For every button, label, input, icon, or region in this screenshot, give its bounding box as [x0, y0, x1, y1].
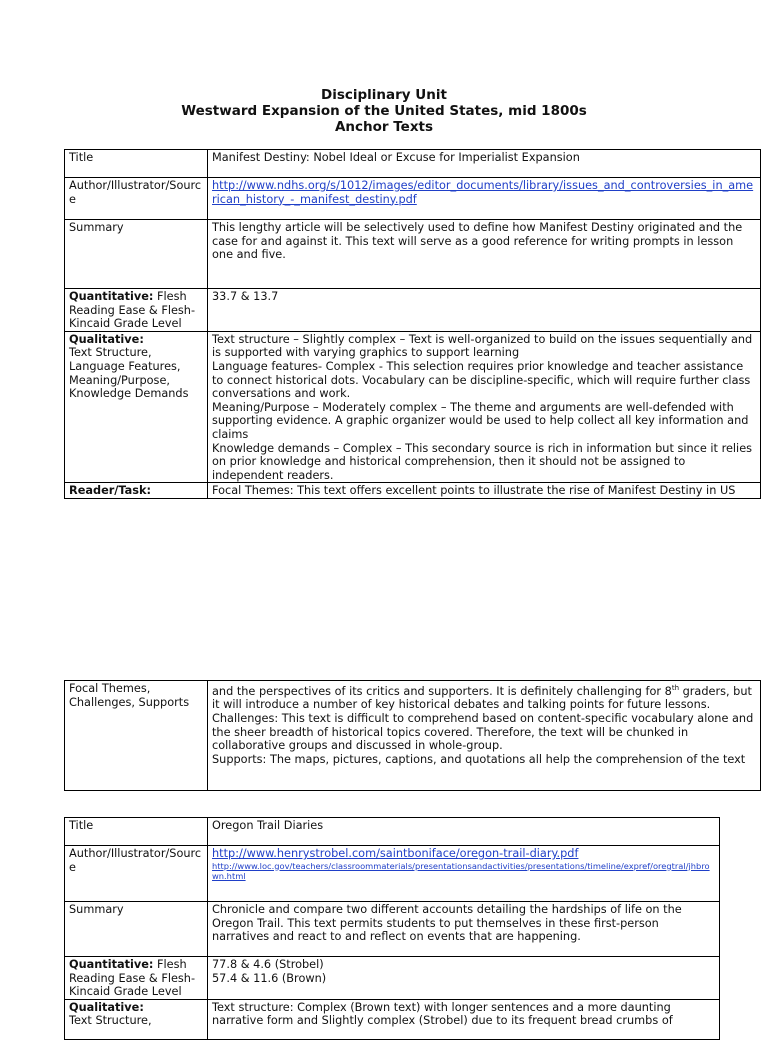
author-label: Author/Illustrator/Source — [65, 846, 208, 902]
quantitative-value — [208, 957, 720, 1000]
qualitative-value: Text structure: Complex (Brown text) with longer sentences and a more daunting narrative form and Slightly complex (Strobel) due to its frequent bread crumbs of — [208, 999, 720, 1039]
source-link-strobel[interactable]: http://www.henrystrobel.com/saintboniface/oregon-trail-diary.pdf — [212, 847, 579, 860]
author-value — [208, 846, 720, 902]
title-value: Manifest Destiny: Nobel Ideal or Excuse for Imperialist Expansion — [208, 150, 761, 178]
quantitative-heading: Quantitative: — [69, 958, 154, 971]
qualitative-knowledge: Knowledge demands – Complex – This secondary source is rich in information but since it relies on prior knowledge and historical comprehension, then it should not be assigned to independent readers. — [212, 441, 753, 482]
table-row — [65, 150, 761, 178]
table-row — [65, 331, 761, 483]
qualitative-value — [208, 331, 761, 483]
reader-task-value: Focal Themes: This text offers excellent points to illustrate the rise of Manifest Destiny in US — [208, 483, 761, 499]
focal-themes-text-a: and the perspectives of its critics and supporters. It is definitely challenging for 8 — [212, 684, 672, 698]
focal-themes-paragraph — [212, 682, 757, 712]
quantitative-subheading: Flesh Reading Ease & Flesh-Kincaid Grade Level — [69, 958, 196, 999]
quantitative-value-strobel: 77.8 & 4.6 (Strobel) — [212, 958, 324, 971]
author-label: Author/Illustrator/Source — [65, 178, 208, 220]
summary-label: Summary — [65, 220, 208, 289]
qualitative-language: Language features- Complex - This selection requires prior knowledge and teacher assistance to connect historical dots. Vocabulary can be discipline-specific, which will require further class conversations and work. — [212, 359, 751, 401]
table-row — [65, 999, 720, 1039]
quantitative-label — [65, 957, 208, 1000]
table-row — [65, 818, 720, 846]
anchor-text-table-2 — [64, 817, 720, 1040]
title-label: Title — [65, 818, 208, 846]
quantitative-value-brown: 57.4 & 11.6 (Brown) — [212, 971, 327, 985]
source-link-brown[interactable]: http://www.loc.gov/teachers/classroommaterials/presentationsandactivities/presentations/timeline/expref/oregtral/jhbrown.html — [212, 860, 710, 881]
challenges-text: Challenges: This text is difficult to comprehend based on content-specific vocabulary alone and the sheer breadth of historical topics covered. Therefore, the text will be chunked in collaborative groups and discussed in whole-group. — [212, 711, 754, 753]
focal-themes-value — [208, 681, 761, 791]
reader-task-label: Reader/Task: — [65, 483, 208, 499]
qualitative-heading: Qualitative: — [69, 332, 144, 346]
summary-value: This lengthy article will be selectively used to define how Manifest Destiny originated and the case for and against it. This text will serve as a good reference for writing prompts in lesson one and five. — [208, 220, 761, 289]
qualitative-subheading: Text Structure, Language Features, Meaning/Purpose, Knowledge Demands — [69, 346, 189, 401]
table-row — [65, 957, 720, 1000]
focal-themes-text-b: graders, but it will introduce a number of key historical debates and talking points for future lessons. — [212, 684, 752, 712]
table-row — [65, 902, 720, 957]
focal-themes-label: Focal Themes, Challenges, Supports — [65, 681, 208, 791]
quantitative-subheading: Flesh Reading Ease & Flesh-Kincaid Grade Level — [69, 290, 196, 331]
qualitative-subheading: Text Structure, — [69, 1014, 152, 1028]
table-row — [65, 220, 761, 289]
qualitative-structure: Text structure – Slightly complex – Text is well-organized to build on the issues sequentially and is supported with varying graphics to support learning — [212, 332, 753, 360]
focal-themes-superscript: th — [671, 684, 680, 692]
table-row — [65, 483, 761, 499]
author-value — [208, 178, 761, 220]
source-link[interactable]: http://www.ndhs.org/s/1012/images/editor_documents/library/issues_and_controversies_in_american_history_-_manifest_destiny.pdf — [212, 179, 754, 206]
qualitative-label — [65, 331, 208, 483]
anchor-text-table-1 — [64, 149, 761, 499]
summary-value: Chronicle and compare two different accounts detailing the hardships of life on the Oregon Trail. This text permits students to put themselves in these first-person narratives and react to and reflect on events that are happening. — [208, 902, 720, 957]
quantitative-heading: Quantitative: — [69, 290, 154, 303]
qualitative-meaning: Meaning/Purpose – Moderately complex – The theme and arguments are well-defended with supporting evidence. A graphic organizer would be used to help collect all key information and claims — [212, 400, 749, 441]
table-row — [65, 681, 761, 791]
qualitative-heading: Qualitative: — [69, 1000, 144, 1014]
doc-section-title: Anchor Texts — [334, 119, 434, 135]
table-row — [65, 846, 720, 902]
doc-title: Disciplinary Unit — [321, 87, 447, 103]
doc-subtitle: Westward Expansion of the United States, mid 1800s — [181, 103, 587, 119]
qualitative-label — [65, 999, 208, 1039]
quantitative-label — [65, 289, 208, 332]
table-row — [65, 178, 761, 220]
supports-text: Supports: The maps, pictures, captions, and quotations all help the comprehension of the text — [212, 752, 746, 766]
quantitative-value: 33.7 & 13.7 — [208, 289, 761, 332]
anchor-text-table-1-continued — [64, 680, 761, 791]
summary-label: Summary — [65, 902, 208, 957]
title-label: Title — [65, 150, 208, 178]
title-value: Oregon Trail Diaries — [208, 818, 720, 846]
table-row — [65, 289, 761, 332]
